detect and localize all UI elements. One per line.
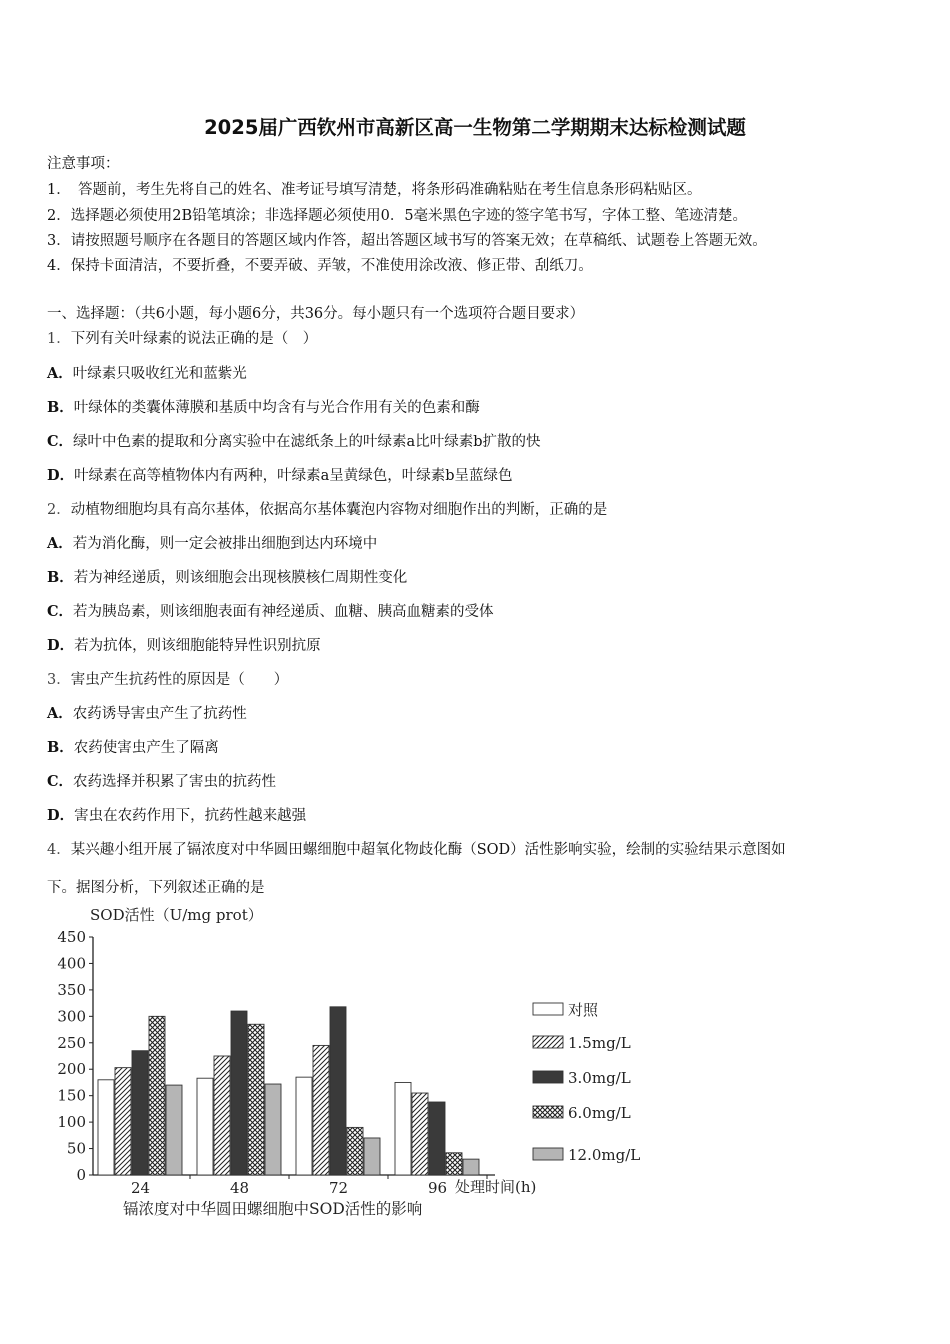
question-text: 动植物细胞均具有高尔基体，依据高尔基体囊泡内容物对细胞作出的判断，正确的是	[70, 502, 608, 518]
option-text: 绿叶中色素的提取和分离实验中在滤纸条上的叶绿素a比叶绿素b扩散的快	[73, 434, 541, 450]
sod-chart	[40, 900, 660, 1230]
option-text: 叶绿体的类囊体薄膜和基质中均含有与光合作用有关的色素和酶	[73, 400, 480, 416]
question-stem	[47, 327, 317, 348]
bar-1.5mg/L-96	[412, 1093, 428, 1175]
y-tick-label: 150	[57, 1086, 86, 1105]
question-text: 某兴趣小组开展了镉浓度对中华圆田螺细胞中超氧化物歧化酶（SOD）活性影响实验，绘制的实验结果示意图如	[70, 842, 786, 858]
legend-swatch	[533, 1036, 563, 1048]
legend-swatch	[533, 1003, 563, 1015]
bar-3.0mg/L-96	[429, 1102, 445, 1175]
option	[47, 736, 219, 757]
legend-label: 6.0mg/L	[568, 1104, 631, 1122]
y-tick-label: 100	[57, 1113, 86, 1132]
legend-label: 对照	[568, 1001, 599, 1019]
option-letter: C．	[47, 603, 74, 620]
question-number: 2．	[47, 502, 71, 518]
question-stem	[47, 498, 607, 519]
legend-swatch	[533, 1071, 563, 1083]
bar-6.0mg/L-72	[347, 1127, 363, 1175]
option	[47, 600, 494, 621]
option-letter: D．	[47, 807, 75, 824]
option-letter: B．	[47, 739, 74, 756]
bar-对照-48	[197, 1078, 213, 1175]
notice-item: 4．保持卡面清洁，不要折叠，不要弄破、弄皱，不准使用涂改液、修正带、刮纸刀。	[47, 258, 593, 274]
bar-3.0mg/L-72	[330, 1007, 346, 1175]
question-number: 4．	[47, 842, 71, 858]
option	[47, 362, 247, 383]
legend-label: 12.0mg/L	[568, 1146, 641, 1164]
x-tick-label: 48	[229, 1179, 250, 1197]
y-tick-label: 0	[76, 1166, 86, 1184]
x-tick-label: 96	[427, 1179, 448, 1197]
option	[47, 702, 247, 723]
notice-heading: 注意事项：	[47, 156, 120, 172]
bar-12.0mg/L-48	[265, 1084, 281, 1175]
bar-6.0mg/L-24	[149, 1016, 165, 1175]
option-letter: C．	[47, 433, 74, 450]
y-axis-label: SOD活性（U/mg prot）	[90, 906, 263, 924]
question-text: 害虫产生抗药性的原因是（ ）	[70, 672, 289, 688]
bar-1.5mg/L-24	[115, 1068, 131, 1175]
option-text: 若为神经递质，则该细胞会出现核膜核仁周期性变化	[73, 570, 408, 586]
bar-对照-96	[395, 1082, 411, 1175]
bar-对照-72	[296, 1077, 312, 1175]
y-tick-label: 350	[57, 980, 86, 999]
legend-label: 3.0mg/L	[568, 1069, 631, 1087]
y-tick-label: 50	[66, 1139, 86, 1158]
legend-swatch	[533, 1148, 563, 1160]
x-tick-label: 72	[328, 1179, 349, 1197]
option-text: 叶绿素在高等植物体内有两种，叶绿素a呈黄绿色，叶绿素b呈蓝绿色	[74, 468, 513, 484]
bar-3.0mg/L-24	[132, 1051, 148, 1175]
bar-3.0mg/L-48	[231, 1011, 247, 1175]
bar-12.0mg/L-72	[364, 1138, 380, 1175]
option	[47, 464, 513, 485]
x-axis-label: 处理时间(h)	[455, 1178, 537, 1196]
bar-12.0mg/L-24	[166, 1085, 182, 1175]
y-tick-label: 200	[57, 1060, 86, 1079]
option	[47, 770, 276, 791]
legend-swatch	[533, 1106, 563, 1118]
option	[47, 634, 321, 655]
y-tick-label: 450	[57, 928, 86, 946]
option-letter: C．	[47, 773, 74, 790]
notice-item: 2．选择题必须使用2B铅笔填涂；非选择题必须使用0．5毫米黑色字迹的签字笔书写，字体工整、笔迹清楚。	[47, 208, 748, 224]
option-text: 叶绿素只吸收红光和蓝紫光	[72, 366, 247, 382]
chart-title: 镉浓度对中华圆田螺细胞中SOD活性的影响	[123, 1200, 423, 1218]
bar-1.5mg/L-48	[214, 1056, 230, 1175]
question-stem	[47, 838, 786, 859]
option	[47, 396, 480, 417]
bar-1.5mg/L-72	[313, 1045, 329, 1175]
x-tick-label: 24	[130, 1179, 151, 1197]
bar-6.0mg/L-96	[446, 1153, 462, 1175]
option-text: 农药选择并积累了害虫的抗药性	[73, 774, 277, 790]
legend-label: 1.5mg/L	[568, 1034, 631, 1052]
bar-12.0mg/L-96	[463, 1159, 479, 1175]
question-text: 下列有关叶绿素的说法正确的是（ ）	[70, 331, 318, 347]
option-letter: B．	[47, 399, 74, 416]
option-text: 若为胰岛素，则该细胞表面有神经递质、血糖、胰高血糖素的受体	[73, 604, 494, 620]
option-text: 农药使害虫产生了隔离	[73, 740, 219, 756]
option-letter: D．	[47, 637, 75, 654]
question-number: 3．	[47, 672, 71, 688]
bar-对照-24	[98, 1080, 114, 1175]
option	[47, 430, 540, 451]
y-tick-label: 250	[57, 1033, 86, 1052]
question-stem-continued: 下。据图分析，下列叙述正确的是	[47, 880, 265, 896]
option	[47, 566, 407, 587]
notice-item: 1． 答题前，考生先将自己的姓名、准考证号填写清楚，将条形码准确粘贴在考生信息条形码粘贴区。	[47, 182, 702, 198]
y-tick-label: 300	[57, 1007, 86, 1026]
option	[47, 532, 377, 553]
option-text: 若为消化酶，则一定会被排出细胞到达内环境中	[72, 536, 378, 552]
page-title: 2025届广西钦州市高新区高一生物第二学期期末达标检测试题	[204, 116, 746, 139]
option-letter: A．	[47, 365, 73, 382]
option-text: 若为抗体，则该细胞能特异性识别抗原	[74, 638, 321, 654]
notice-item: 3．请按照题号顺序在各题目的答题区域内作答，超出答题区域书写的答案无效；在草稿纸、试题卷上答题无效。	[47, 233, 767, 249]
question-number: 1．	[47, 331, 71, 347]
option-letter: D．	[47, 467, 75, 484]
section-heading: 一、选择题：（共6小题，每小题6分，共36分。每小题只有一个选项符合题目要求）	[47, 306, 585, 322]
chart-svg	[40, 900, 660, 1230]
option-letter: A．	[47, 705, 73, 722]
option	[47, 804, 306, 825]
question-stem	[47, 668, 288, 689]
y-tick-label: 400	[57, 954, 86, 973]
option-letter: B．	[47, 569, 74, 586]
option-text: 农药诱导害虫产生了抗药性	[72, 706, 247, 722]
bar-6.0mg/L-48	[248, 1024, 264, 1175]
option-text: 害虫在农药作用下，抗药性越来越强	[74, 808, 307, 824]
option-letter: A．	[47, 535, 73, 552]
